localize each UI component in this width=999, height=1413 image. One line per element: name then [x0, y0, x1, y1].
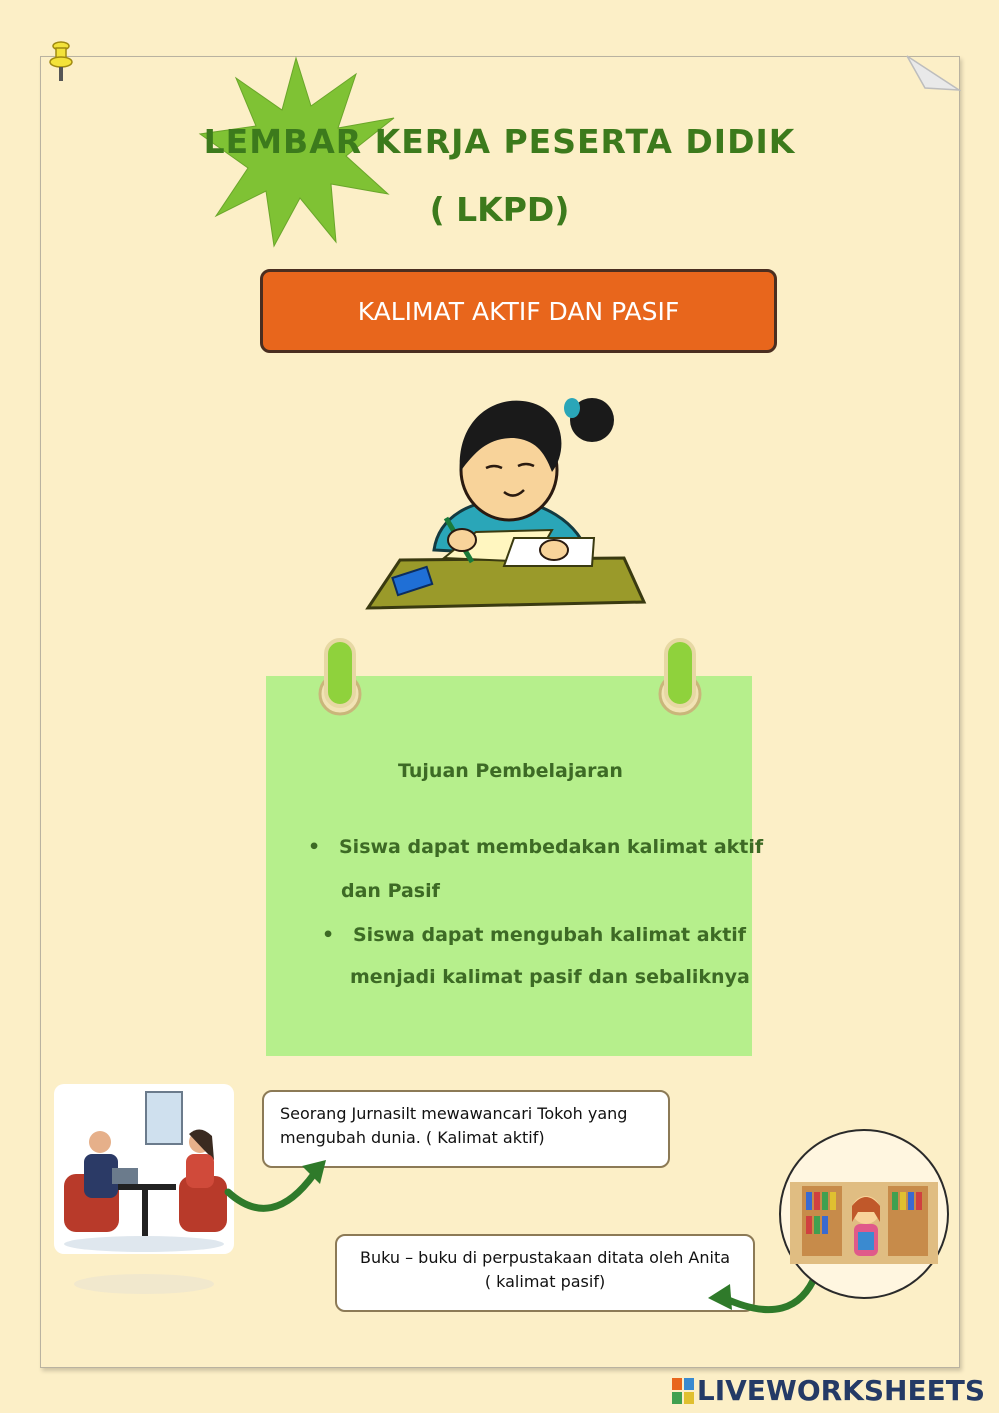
active-sentence-line1: Seorang Jurnasilt mewawancari Tokoh yang [280, 1104, 628, 1123]
girl-writing-illustration [364, 380, 648, 620]
objective-bullet-icon: • [308, 836, 321, 858]
page-title: LEMBAR KERJA PESERTA DIDIK [203, 122, 796, 161]
topic-banner-label: KALIMAT AKTIF DAN PASIF [357, 296, 680, 326]
note-ring-left [312, 636, 372, 722]
folded-corner [905, 54, 961, 94]
learning-objectives-card [266, 676, 752, 1056]
curved-arrow-icon [222, 1152, 332, 1222]
liveworksheets-brand-text: LIVEWORKSHEETS [696, 1374, 985, 1407]
active-sentence-line2: mengubah dunia. ( Kalimat aktif) [280, 1128, 545, 1147]
passive-sentence-line2: ( kalimat pasif) [484, 1272, 606, 1291]
liveworksheets-logo-icon [672, 1378, 694, 1404]
passive-sentence-box [335, 1234, 755, 1312]
passive-sentence-line1: Buku – buku di perpustakaan ditata oleh Anita [359, 1248, 731, 1267]
liveworksheets-logo [672, 1374, 985, 1407]
note-ring-right [652, 636, 712, 722]
objective-2-line2: menjadi kalimat pasif dan sebaliknya [350, 966, 750, 988]
objective-bullet-icon: • [322, 924, 335, 946]
topic-banner [260, 269, 777, 353]
objective-2-line1: Siswa dapat mengubah kalimat aktif [353, 924, 747, 946]
objective-1-line1: Siswa dapat membedakan kalimat aktif [339, 836, 764, 858]
library-illustration [776, 1126, 952, 1302]
objective-1-line2: dan Pasif [341, 880, 440, 902]
interview-illustration [54, 1084, 234, 1298]
page-subtitle: ( LKPD) [429, 190, 570, 229]
objectives-heading: Tujuan Pembelajaran [398, 760, 623, 782]
push-pin-icon [46, 40, 76, 88]
